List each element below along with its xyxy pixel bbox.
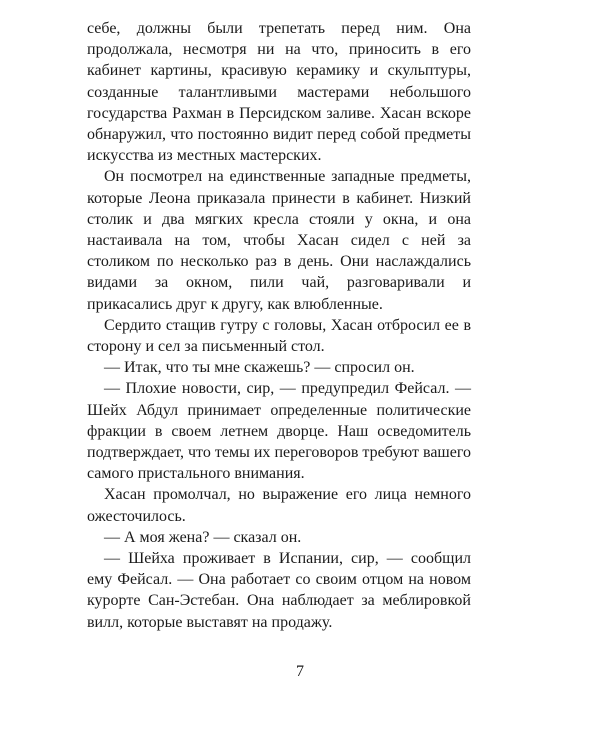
body-text (87, 18, 471, 633)
paragraph-1: себе, должны были трепетать перед ним. Она продолжала, несмотря ни на что, приносить в его кабинет картины, красивую керамику и скульптуры, созданные талантливыми мастерами небольшого государства Рахман в Персидском заливе. Хасан вскоре обнаружил, что постоянно видит перед собой предметы искусства из местных мастерских. (87, 20, 471, 165)
paragraph-2: Он посмотрел на единственные западные предметы, которые Леона приказала принести в кабинет. Низкий столик и два мягких кресла стояли у окна, и она настаивала на том, чтобы Хасан сидел с ней за столиком по несколько раз в день. Они наслаждались видами за окном, пили чай, разговаривали и прикасались друг к другу, как влюбленные. (87, 168, 471, 313)
paragraph-8: — Шейха проживает в Испании, сир, — сообщил ему Фейсал. — Она работает со своим отцом на новом курорте Сан-Эстебан. Она наблюдает за меблировкой вилл, которые выставят на продажу. (87, 550, 471, 631)
page-number: 7 (296, 663, 304, 680)
paragraph-4: — Итак, что ты мне скажешь? — спросил он. (104, 359, 415, 377)
paragraph-5: — Плохие новости, сир, — предупредил Фейсал. — Шейх Абдул принимает определенные политические фракции в своем летнем дворце. Наш осведомитель подтверждает, что темы их переговоров требуют вашего самого пристального внимания. (87, 380, 471, 483)
paragraph-3: Сердито стащив гутру с головы, Хасан отбросил ее в сторону и сел за письменный стол. (87, 316, 471, 356)
paragraph-7: — А моя жена? — сказал он. (104, 528, 302, 546)
paragraph-6: Хасан промолчал, но выражение его лица немного ожесточилось. (87, 486, 471, 525)
